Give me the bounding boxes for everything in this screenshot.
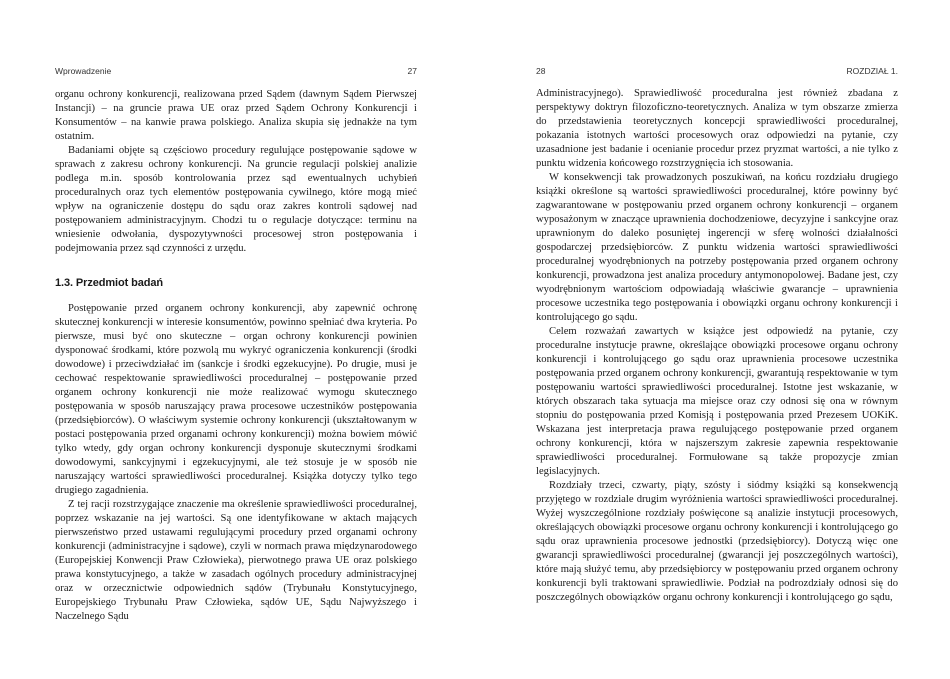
- running-title: Wprowadzenie: [55, 66, 112, 76]
- left-running-head: [55, 66, 417, 78]
- right-running-head: [536, 66, 898, 78]
- section-heading: 1.3. Przedmiot badań: [55, 277, 164, 289]
- paragraph: Z tej racji rozstrzygające znaczenie ma określenie sprawiedliwości proceduralnej, poprzez wskazanie na jej wartości. Są one identyfikowane w aktach mających pierwszeństwo przed ustawami regulującymi procedury przed organami ochrony konkurencji (administracyjne i sądowe), czyli w normach prawa międzynarodowego (Europejskiej Konwencji Praw Człowieka), pierwotnego prawa UE oraz polskiego prawa konstytucyjnego, a także w zasadach ogólnych procedury administracyjnej oraz w orzecznictwie odpowiednich sądów (Trybunału Konstytucyjnego, Europejskiego Trybunału Praw Człowieka, sądów UE, Sądu Najwyższego i Naczelnego Sądu: [55, 499, 417, 622]
- paragraph: W konsekwencji tak prowadzonych poszukiwań, na końcu rozdziału drugiego książki określone są wartości sprawiedliwości proceduralnej, które powinny być zagwarantowane w postępowaniu przed organem ochrony konkurencji – organem wyposażonym w znaczące uprawnienia dochodzeniowe, decyzyjne i sankcyjne oraz uprawnionym do daleko posuniętej ingerencji w sferę wolności działalności gospodarczej przedsiębiorców. Z punktu widzenia wartości sprawiedliwości proceduralnej wyodrębnionych na potrzeby postępowania przed organem ochrony konkurencji, prowadzona jest analiza procedury antymonopolowej. Badane jest, czy wyodrębnionym wartościom odpowiadają właściwie gwarancje – uprawnienia procesowe uczestnika tego postępowania i obowiązki organu ochrony konkurencji i kontrolującego go sądu.: [536, 172, 898, 323]
- running-title: ROZDZIAŁ 1.: [846, 66, 898, 76]
- page-number: 27: [407, 66, 417, 76]
- paragraph: Administracyjnego). Sprawiedliwość proceduralna jest również zbadana z perspektywy doktryn filozoficzno-teoretycznych. Analiza w tym obszarze zmierza do przedstawienia teoretycznych koncepcji sprawiedliwości proceduralnej, pokazania istotnych wartości procesowych oraz odpowiedzi na pytanie, czy uzasadnione jest badanie i ocenianie procedur przez pryzmat wartości, a nie tylko z punktu widzenia końcowego rozstrzygnięcia ich stosowania.: [536, 88, 898, 169]
- page-number: 28: [536, 66, 546, 76]
- left-page: [55, 0, 417, 679]
- right-page-body: [536, 87, 898, 605]
- paragraph: Postępowanie przed organem ochrony konkurencji, aby zapewnić ochronę skutecznej konkurencji w interesie konsumentów, powinno spełniać dwa kryteria. Po pierwsze, musi być ono skuteczne – organ ochrony konkurencji powinien dysponować środkami, które pozwolą mu wykryć ograniczenia konkurencji (środki dowodowe) i przeciwdziałać im (sankcje i środki egzekucyjne). Po drugie, musi je cechować respektowanie sprawiedliwości proceduralnej – postępowanie przed organem ochrony konkurencji nie może realizować wymogu skutecznego postępowania w sposób naruszający prawa procesowe uczestników postępowania (przedsiębiorców). O właściwym systemie ochrony konkurencji (ukształtowanym w postaci postępowania przed organami ochrony konkurencji) można bowiem mówić tylko wtedy, gdy organ ochrony konkurencji dysponuje skutecznymi środkami dowodowymi, sankcyjnymi i egzekucyjnymi, ale też stosuje je w sposób nie naruszający wartości sprawiedliwości proceduralnej. Książka dotyczy tylko tego drugiego zagadnienia.: [55, 303, 417, 496]
- paragraph: Celem rozważań zawartych w książce jest odpowiedź na pytanie, czy proceduralne instytucje prawne, określające obowiązki procesowe organu ochrony konkurencji i kontrolującego go sądu oraz uprawnienia procesowe uczestnika postępowania przed organem ochrony konkurencji, gwarantują respektowanie w tym postępowaniu wartości sprawiedliwości proceduralnej. Istotne jest wskazanie, w których obszarach taka sytuacja ma miejsce oraz czy odnosi się ona w równym stopniu do postępowania przed Komisją i postępowania przed Prezesem UOKiK. Wskazana jest interpretacja prawa regulującego postępowanie przed organem ochrony konkurencji, która w najszerszym zakresie zapewnia respektowanie sprawiedliwości proceduralnej. Formułowane są także propozycje zmian legislacyjnych.: [536, 326, 898, 477]
- paragraph: organu ochrony konkurencji, realizowana przed Sądem (dawnym Sądem Pierwszej Instancji) – na gruncie prawa UE oraz przed Sądem Ochrony Konkurencji i Konsumentów – na kanwie prawa polskiego. Analiza skupia się jednakże na tym ostatnim.: [55, 89, 417, 142]
- left-page-body: [55, 88, 417, 624]
- paragraph: Rozdziały trzeci, czwarty, piąty, szósty i siódmy książki są konsekwencją przyjętego w rozdziale drugim wyróżnienia wartości sprawiedliwości proceduralnej. Wyżej wyszczególnione rozdziały poświęcone są analizie instytucji procesowych, określających obowiązki procesowe organu ochrony konkurencji i kontrolującego go sądu oraz uprawnienia procesowe jednostki (przedsiębiorcy). Dotyczą więc one gwarancji sprawiedliwości proceduralnej (gwarancji jej poszczególnych wartości), które mają służyć temu, aby przedsiębiorcy w postępowaniu przed organem ochrony konkurencji byli traktowani sprawiedliwie. Podział na podrozdziały odnosi się do poszczególnych obowiązków organu ochrony konkurencji i kontrolującego go sądu,: [536, 480, 898, 603]
- right-page: [536, 0, 898, 679]
- paragraph: Badaniami objęte są częściowo procedury regulujące postępowanie sądowe w sprawach z zakresu ochrony konkurencji. Na gruncie regulacji polskiej analizie podlega m.in. sposób kontrolowania przez sąd ewentualnych uchybień proceduralnych oraz tych elementów postępowania cywilnego, które mogą mieć wpływ na ograniczenie dostępu do sądu oraz zakres kontroli sądowej nad postępowaniem administracyjnym. Chodzi tu o regulacje dotyczące: terminu na wniesienie odwołania, dyspozytywności procesowej stron postępowania i podejmowania przez sąd czynności z urzędu.: [55, 145, 417, 254]
